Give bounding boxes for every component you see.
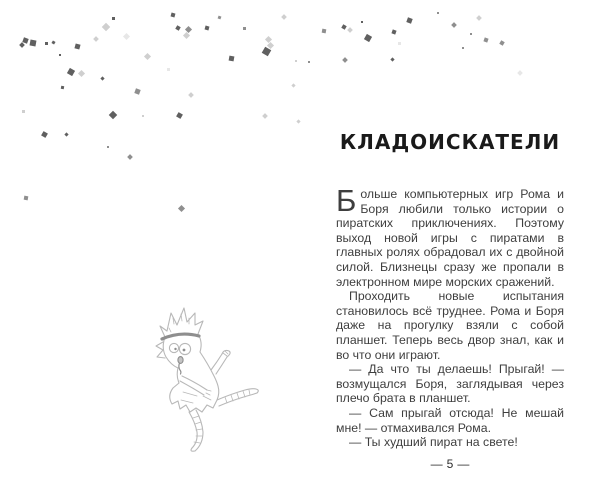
confetti-square bbox=[74, 43, 80, 49]
story-paragraph-1 bbox=[336, 183, 564, 289]
page-number-left-dash: — bbox=[430, 456, 443, 471]
confetti-square bbox=[267, 42, 274, 49]
confetti-square bbox=[470, 33, 472, 35]
confetti-square bbox=[229, 56, 235, 62]
confetti-square bbox=[205, 26, 210, 31]
confetti-square bbox=[109, 111, 117, 119]
confetti-square bbox=[296, 119, 300, 123]
confetti-square bbox=[142, 115, 144, 117]
story-paragraph-4: — Сам прыгай отсюда! Не мешай мне! — отмахивался Рома. bbox=[336, 405, 564, 435]
confetti-square bbox=[178, 205, 185, 212]
confetti-square bbox=[176, 112, 183, 119]
confetti-square bbox=[123, 33, 130, 40]
story-paragraph-3: — Да что ты делаешь! Прыгай! — возмущался Боря, заглядывая через плечо брата в планшет. bbox=[336, 362, 564, 406]
cat-face-details bbox=[162, 334, 199, 374]
confetti-square bbox=[19, 42, 25, 48]
confetti-square bbox=[22, 110, 25, 113]
confetti-square bbox=[398, 42, 401, 45]
confetti-square bbox=[437, 12, 439, 14]
paragraph-1-text: ольше компьютерных игр Рома и Боря любили только истории о пиратских приключениях. Поэтому выход новой игры с пиратами в главных ролях обрадовал их с двойной силой. Близнецы сразу же пропали в электронном мире морских сражений. bbox=[336, 187, 564, 289]
confetti-square bbox=[188, 92, 194, 98]
confetti-square bbox=[347, 27, 353, 33]
confetti-square bbox=[171, 13, 176, 18]
confetti-square bbox=[499, 40, 504, 45]
confetti-square bbox=[265, 36, 272, 43]
confetti-square bbox=[185, 26, 192, 33]
confetti-square bbox=[61, 86, 64, 89]
confetti-square bbox=[218, 16, 222, 20]
confetti-square bbox=[390, 57, 394, 61]
confetti-square bbox=[45, 42, 48, 45]
confetti-square bbox=[341, 24, 346, 29]
page-number-right-dash: — bbox=[457, 456, 470, 471]
confetti-square bbox=[107, 146, 109, 148]
confetti-square bbox=[67, 68, 75, 76]
text-column bbox=[336, 130, 564, 471]
confetti-square bbox=[78, 70, 85, 77]
confetti-square bbox=[41, 131, 48, 138]
story-paragraph-2: Проходить новые испытания становилось всё труднее. Рома и Боря даже на прогулку взяли с собой планшет. Теперь весь двор знал, как и во что они играют. bbox=[336, 289, 564, 362]
confetti-square bbox=[364, 34, 372, 42]
confetti-square bbox=[262, 47, 272, 57]
confetti-square bbox=[517, 70, 523, 76]
confetti-square bbox=[462, 47, 464, 49]
confetti-square bbox=[93, 36, 99, 42]
confetti-square bbox=[144, 53, 151, 60]
confetti-square bbox=[30, 40, 37, 47]
confetti-square bbox=[22, 37, 28, 43]
confetti-square bbox=[100, 76, 104, 80]
confetti-square bbox=[291, 83, 295, 87]
confetti-square bbox=[112, 17, 115, 20]
confetti-square bbox=[451, 22, 457, 28]
confetti-square bbox=[167, 68, 170, 71]
story-paragraph-5: — Ты худший пират на свете! bbox=[349, 435, 518, 450]
confetti-square bbox=[127, 154, 133, 160]
confetti-square bbox=[391, 29, 396, 34]
confetti-square bbox=[262, 113, 268, 119]
confetti-square bbox=[361, 21, 363, 23]
confetti-square bbox=[24, 196, 29, 201]
confetti-square bbox=[175, 25, 180, 30]
confetti-square bbox=[59, 54, 61, 56]
confetti-square bbox=[134, 88, 140, 94]
confetti-square bbox=[483, 37, 488, 42]
confetti-square bbox=[51, 40, 55, 44]
page-number-value: 5 bbox=[446, 456, 454, 471]
confetti-square bbox=[183, 32, 190, 39]
drop-cap: Б bbox=[336, 183, 357, 218]
confetti-square bbox=[342, 57, 348, 63]
confetti-square bbox=[281, 14, 287, 20]
startled-cat-illustration bbox=[153, 304, 268, 454]
confetti-square bbox=[243, 27, 246, 30]
cat-outline bbox=[156, 308, 258, 451]
story-body bbox=[336, 183, 564, 450]
confetti-square bbox=[64, 132, 68, 136]
confetti-square bbox=[102, 23, 110, 31]
page-number bbox=[336, 457, 564, 471]
confetti-square bbox=[406, 17, 412, 23]
chapter-title: КЛАДОИСКАТЕЛИ bbox=[339, 130, 561, 154]
confetti-square bbox=[295, 60, 297, 62]
confetti-square bbox=[308, 61, 310, 63]
confetti-square bbox=[476, 15, 482, 21]
confetti-square bbox=[322, 29, 327, 34]
